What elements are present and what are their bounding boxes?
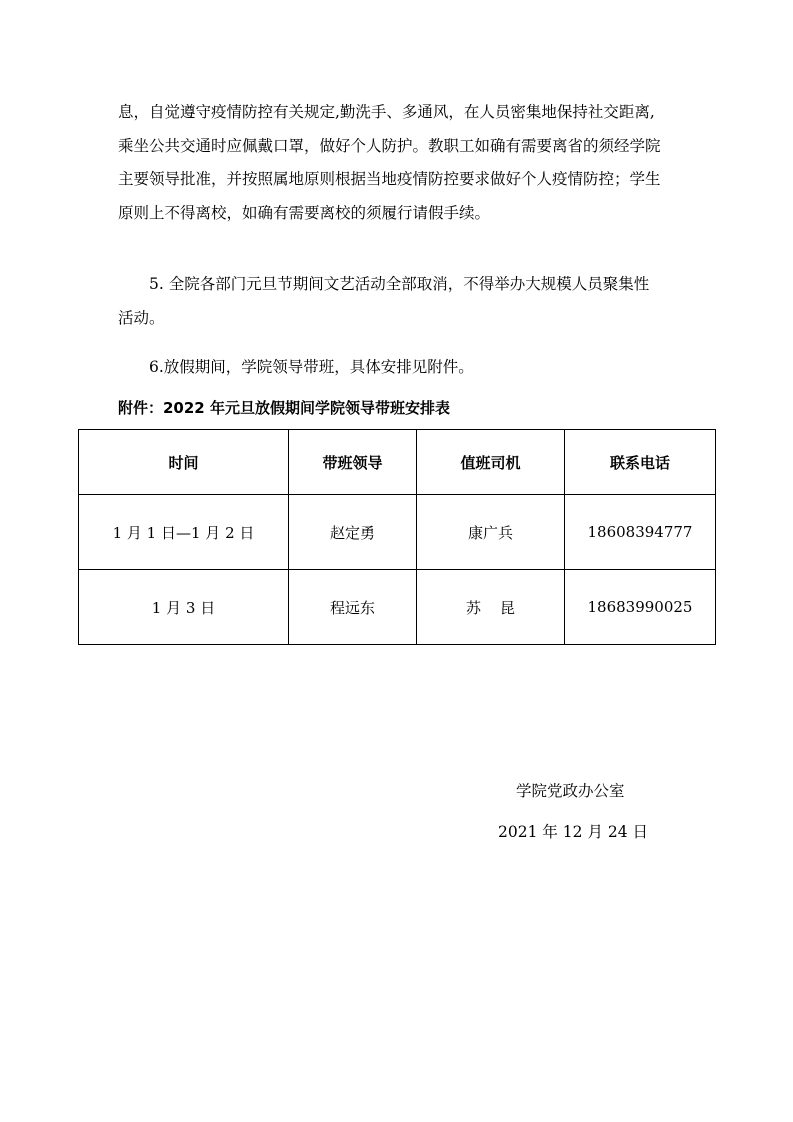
header-leader: 带班领导 bbox=[289, 430, 417, 495]
table-row bbox=[79, 570, 716, 645]
cell-phone: 18683990025 bbox=[565, 570, 716, 645]
cell-driver: 苏 昆 bbox=[417, 570, 565, 645]
text-line: 乘坐公共交通时应佩戴口罩，做好个人防护。教职工如确有需要离省的须经学院 bbox=[118, 136, 661, 155]
cell-leader: 程远东 bbox=[289, 570, 417, 645]
table-row bbox=[79, 495, 716, 570]
header-time: 时间 bbox=[79, 430, 289, 495]
cell-leader: 赵定勇 bbox=[289, 495, 417, 570]
paragraph-item-5 bbox=[118, 268, 688, 335]
header-phone: 联系电话 bbox=[565, 430, 716, 495]
attachment-title: 附件：2022 年元旦放假期间学院领导带班安排表 bbox=[118, 399, 450, 417]
text-line: 活动。 bbox=[118, 308, 165, 327]
cell-time: 1 月 1 日—1 月 2 日 bbox=[79, 495, 289, 570]
text-line: 5. 全院各部门元旦节期间文艺活动全部取消，不得举办大规模人员聚集性 bbox=[149, 275, 650, 293]
paragraph-epidemic-prevention bbox=[118, 96, 688, 230]
text-line: 6.放假期间，学院领导带班，具体安排见附件。 bbox=[149, 358, 474, 376]
header-driver: 值班司机 bbox=[417, 430, 565, 495]
cell-time: 1 月 3 日 bbox=[79, 570, 289, 645]
text-line: 息，自觉遵守疫情防控有关规定,勤洗手、多通风，在人员密集地保持社交距离, bbox=[118, 103, 655, 121]
duty-schedule-table bbox=[78, 429, 716, 645]
table-header-row bbox=[79, 430, 716, 495]
issue-date: 2021 年 12 月 24 日 bbox=[498, 823, 649, 841]
text-line: 主要领导批准，并按照属地原则根据当地疫情防控要求做好个人疫情防控；学生 bbox=[118, 170, 661, 188]
text-line: 原则上不得离校，如确有需要离校的须履行请假手续。 bbox=[118, 203, 491, 222]
cell-driver: 康广兵 bbox=[417, 495, 565, 570]
issuing-organization: 学院党政办公室 bbox=[516, 782, 625, 800]
cell-phone: 18608394777 bbox=[565, 495, 716, 570]
paragraph-item-6 bbox=[118, 351, 688, 385]
